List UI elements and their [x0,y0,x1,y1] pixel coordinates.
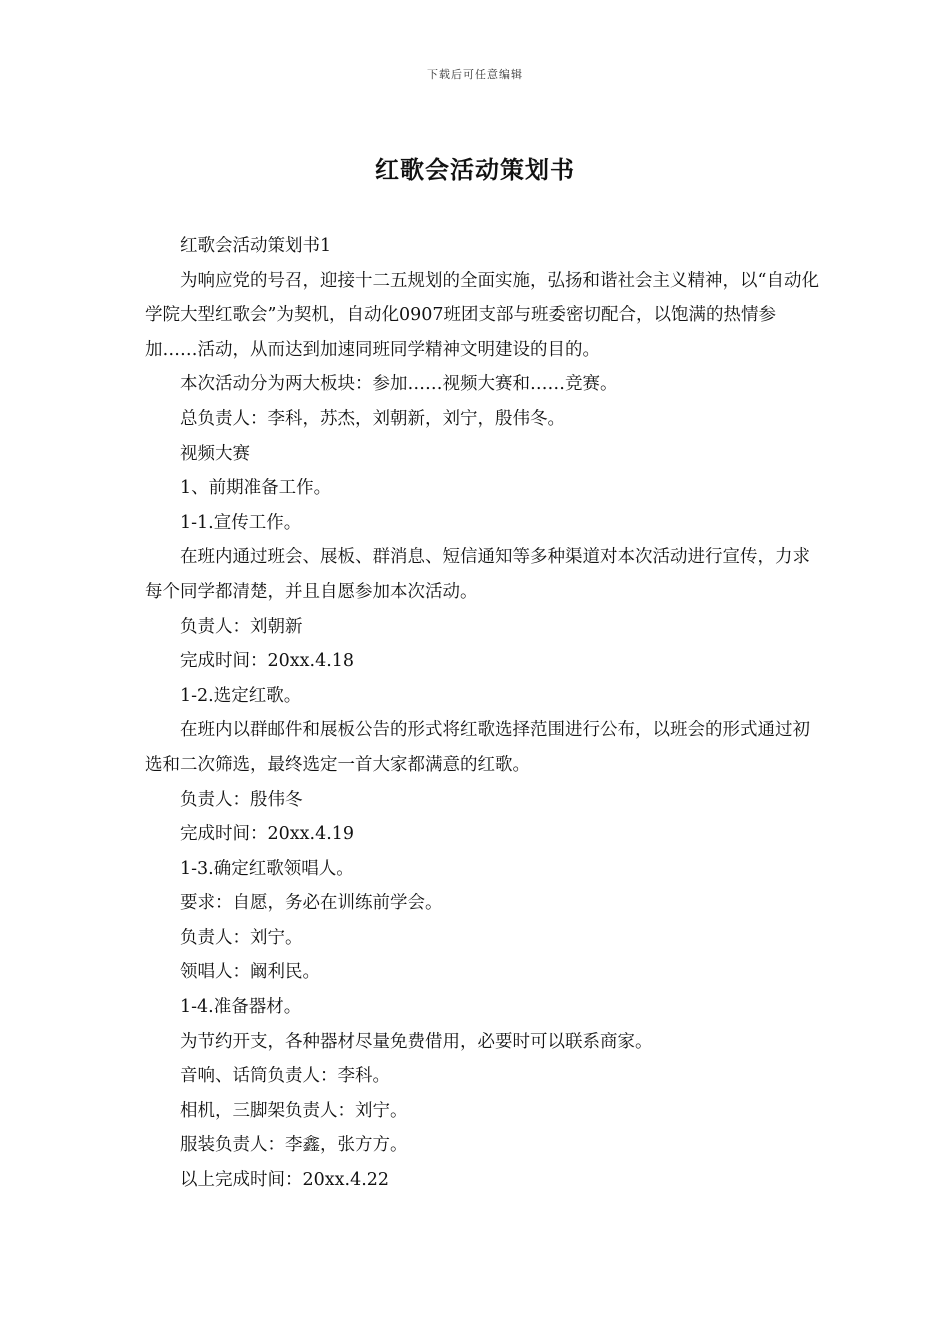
paragraph-publicity-owner: 负责人：刘朝新 [180,616,303,637]
paragraph-song-deadline: 完成时间：20xx.4.19 [180,824,355,845]
paragraph-leaders: 总负责人：李科，苏杰，刘朝新，刘宁，殷伟冬。 [180,408,565,429]
paragraph-intro: 为响应党的号召，迎接十二五规划的全面实施，弘扬和谐社会主义精神，以“自动化学院大型红歌会”为契机，自动化0907班团支部与班委密切配合，以饱满的热情参加……活动，从而达到加速同班同学精神文明建设的目的。 [145,270,819,360]
paragraph-equipment-deadline: 以上完成时间：20xx.4.22 [180,1170,390,1191]
paragraph-audio-owner: 音响、话筒负责人：李科。 [180,1066,390,1087]
paragraph-lead-singer-owner: 负责人：刘宁。 [180,927,303,948]
paragraph-subtitle: 红歌会活动策划书1 [180,236,332,256]
document-body [145,229,825,1198]
page-header-note: 下载后可任意编辑 [427,68,523,81]
paragraph-lead-singer-requirement: 要求：自愿，务必在训练前学会。 [180,893,443,914]
paragraph-heading-song: 1-2.选定红歌。 [180,685,302,706]
paragraph-heading-publicity: 1-1.宣传工作。 [180,512,302,533]
paragraph-equipment-detail: 为节约开支，各种器材尽量免费借用，必要时可以联系商家。 [180,1031,653,1052]
paragraph-lead-singer-name: 领唱人：阚利民。 [180,962,320,983]
paragraph-heading-video: 视频大赛 [180,443,250,464]
paragraph-publicity-detail: 在班内通过班会、展板、群消息、短信通知等多种渠道对本次活动进行宣传，力求每个同学都清楚，并且自愿参加本次活动。 [145,547,810,602]
paragraph-camera-owner: 相机，三脚架负责人：刘宁。 [180,1100,408,1121]
paragraph-sections: 本次活动分为两大板块：参加……视频大赛和……竞赛。 [180,374,618,395]
paragraph-song-owner: 负责人：殷伟冬 [180,789,303,810]
paragraph-heading-equipment: 1-4.准备器材。 [180,997,302,1018]
paragraph-heading-prep: 1、前期准备工作。 [180,478,332,499]
paragraph-publicity-deadline: 完成时间：20xx.4.18 [180,651,355,672]
paragraph-song-detail: 在班内以群邮件和展板公告的形式将红歌选择范围进行公布，以班会的形式通过初选和二次筛选，最终选定一首大家都满意的红歌。 [145,720,810,775]
document-title: 红歌会活动策划书 [375,155,575,184]
paragraph-heading-lead-singer: 1-3.确定红歌领唱人。 [180,858,354,879]
paragraph-costume-owner: 服装负责人：李鑫，张方方。 [180,1135,408,1156]
